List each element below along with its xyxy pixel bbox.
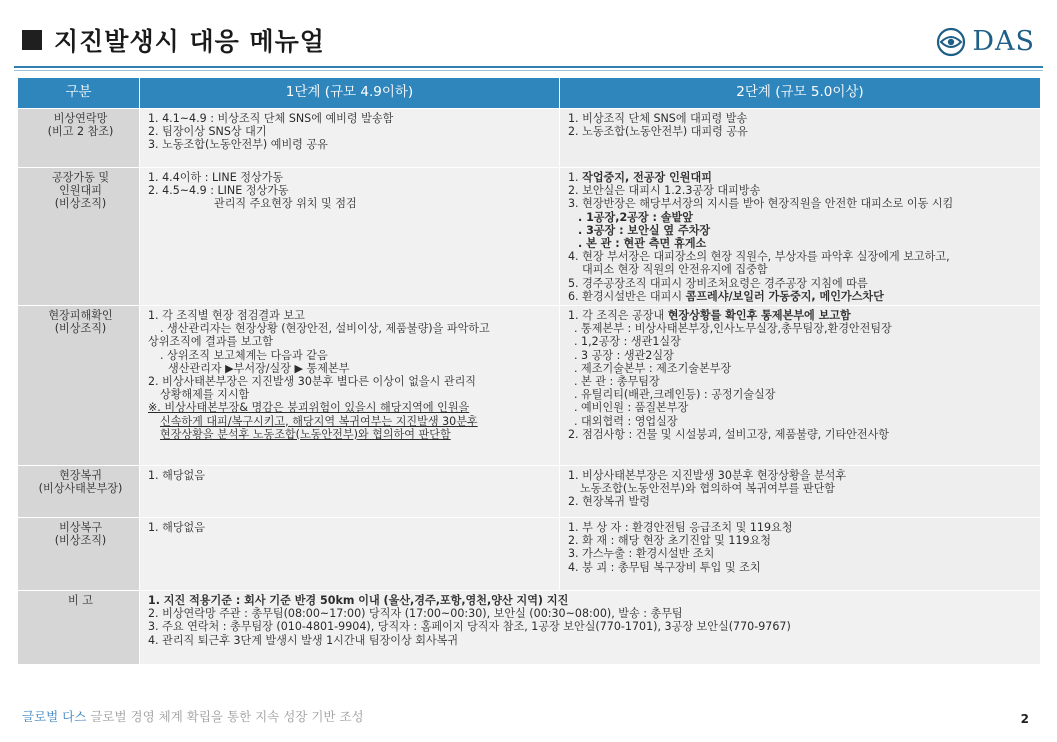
cell-line: . 1공장,2공장 : 솔밭앞 xyxy=(578,210,693,224)
cell-line: 생산관리자 ▶부서장/실장 ▶ 통제본부 xyxy=(168,361,350,375)
category-label: 비상복구 xyxy=(59,521,102,535)
cell-line: . 생산관리자는 현장상황 (현장안전, 설비이상, 제품불량)을 파악하고 xyxy=(160,322,490,336)
category-label: 비상연락망 xyxy=(53,112,108,125)
cell-text: 1. 각 조직은 공장내 xyxy=(568,309,668,323)
table-row xyxy=(18,109,1041,168)
cell-line: . 1,2공장 : 생관1실장 xyxy=(574,335,681,349)
footer-slogan xyxy=(22,707,364,725)
category-label: 현장복귀 xyxy=(59,469,102,483)
cell-line: 5. 경주공장조직 대피시 장비조처요령은 경주공장 지침에 따름 xyxy=(568,276,868,290)
header-category: 구분 xyxy=(18,78,140,109)
cell-line: 2. 비상연락망 주관 : 총무팀(08:00~17:00) 당직자 (17:00~00:30), 보안실 (00:30~08:00), 발송 : 총무팀 xyxy=(148,607,683,621)
stage1-cell xyxy=(140,518,560,591)
stage1-cell xyxy=(140,306,560,466)
cell-line: 2. 비상사태본부장은 지진발생 30분후 별다른 이상이 없을시 관리직 xyxy=(148,375,477,389)
row-category xyxy=(18,591,140,665)
cell-line: 2. 팀장이상 SNS상 대기 xyxy=(148,125,267,139)
remarks-cell xyxy=(140,591,1041,665)
cell-line: . 유틸리티(배관,크레인등) : 공정기술실장 xyxy=(574,388,776,402)
cell-line: . 3 공장 : 생관2실장 xyxy=(574,348,674,362)
page-title: 지진발생시 대응 메뉴얼 xyxy=(54,27,325,56)
cell-line: . 대외협력 : 영업실장 xyxy=(574,414,678,428)
cell-line: 1. 해당없음 xyxy=(148,521,205,535)
row-category xyxy=(18,168,140,306)
response-manual-table xyxy=(17,77,1041,665)
title-bullet-icon xyxy=(22,30,42,50)
cell-line: 현장상황을 분석후 노동조합(노동안전부)와 협의하여 판단함 xyxy=(160,427,451,441)
cell-line: . 본 관 : 현관 측면 휴게소 xyxy=(578,237,707,251)
row-category xyxy=(18,109,140,168)
category-label: (비고 2 참조) xyxy=(47,125,114,139)
cell-line: 1. 4.1~4.9 : 비상조직 단체 SNS에 예비령 발송함 xyxy=(148,112,394,125)
cell-line: ※. 비상사태본부장& 명감은 붕괴위험이 있을시 해당지역에 인원을 xyxy=(148,401,470,415)
cell-line xyxy=(568,290,1036,303)
row-category xyxy=(18,306,140,466)
row-category xyxy=(18,518,140,591)
title-bar xyxy=(22,22,325,58)
stage2-cell xyxy=(560,168,1041,306)
cell-line: 1. 해당없음 xyxy=(148,469,205,483)
header-stage2: 2단계 (규모 5.0이상) xyxy=(560,78,1041,109)
cell-line: 4. 관리직 퇴근후 3단계 발생시 발생 1시간내 팀장이상 회사복귀 xyxy=(148,633,459,647)
stage2-cell xyxy=(560,518,1041,591)
table-header-row xyxy=(18,78,1041,109)
title-divider-thin xyxy=(14,70,1043,71)
cell-line: 3. 현장반장은 해당부서장의 지시를 받아 현장직원을 안전한 대피소로 이동 시킴 xyxy=(568,197,954,211)
table-row xyxy=(18,466,1041,518)
cell-line: 2. 화 재 : 해당 현장 초기진압 및 119요청 xyxy=(568,534,772,548)
cell-line: 2. 점검사항 : 건물 및 시설붕괴, 설비고장, 제품불량, 기타안전사항 xyxy=(568,427,890,441)
table-row xyxy=(18,168,1041,306)
cell-line: 2. 4.5~4.9 : LINE 정상가동 xyxy=(148,184,289,198)
cell-text: 6. 환경시설반은 대피시 xyxy=(568,289,686,303)
cell-line: 관리직 주요현장 위치 및 점검 xyxy=(214,197,357,211)
cell-line: . 상위조직 보고체계는 다음과 같음 xyxy=(160,348,328,362)
cell-line: 상황해제를 지시함 xyxy=(160,388,250,402)
cell-line: 1. 부 상 자 : 환경안전팀 응급조치 및 119요청 xyxy=(568,521,793,535)
cell-line: 대피소 현장 직원의 안전유지에 집중함 xyxy=(582,263,768,277)
logo-text: DAS xyxy=(972,26,1035,57)
table-row xyxy=(18,518,1041,591)
cell-line: . 본 관 : 총무팀장 xyxy=(574,375,660,389)
category-label: (비상조직) xyxy=(54,322,107,336)
category-label: (비상조직) xyxy=(54,197,107,211)
category-label: 현장피해확인 xyxy=(48,309,113,323)
title-divider xyxy=(14,66,1043,68)
category-label: 비 고 xyxy=(68,594,93,608)
cell-line: 3. 주요 연락처 : 총무팀장 (010-4801-9904), 당직자 : 홈페이지 당직자 참조, 1공장 보안실(770-1701), 3공장 보안실(770-9767) xyxy=(148,620,791,634)
cell-line: 상위조직에 결과를 보고함 xyxy=(148,335,273,349)
cell-line: . 예비인원 : 품질본부장 xyxy=(574,401,689,415)
remarks-row xyxy=(18,591,1041,665)
cell-line: . 3공장 : 보안실 옆 주차장 xyxy=(578,223,711,237)
cell-line: . 제조기술본부 : 제조기술본부장 xyxy=(574,361,732,375)
category-label: (비상조직) xyxy=(54,534,107,548)
cell-line: 1. 4.4이하 : LINE 정상가동 xyxy=(148,171,284,184)
cell-text: 작업중지, 전공장 인원대피 xyxy=(582,171,712,184)
page-number: 2 xyxy=(1020,712,1029,726)
cell-line: 1. 지진 적용기준 : 회사 기준 반경 50km 이내 (울산,경주,포항,영천,양산 지역) 지진 xyxy=(148,594,569,608)
category-label: 공장가동 및 xyxy=(51,171,110,184)
cell-line: 2. 보안실은 대피시 1.2.3공장 대피방송 xyxy=(568,184,761,198)
row-category xyxy=(18,466,140,518)
cell-line: 4. 현장 부서장은 대피장소의 현장 직원수, 부상자를 파악후 실장에게 보고하고, xyxy=(568,250,950,264)
cell-line: 1. 각 조직별 현장 점검결과 보고 xyxy=(148,309,305,323)
stage2-cell xyxy=(560,306,1041,466)
das-logo-icon xyxy=(936,27,966,57)
cell-line xyxy=(568,171,1036,184)
stage1-cell xyxy=(140,168,560,306)
cell-line: 4. 붕 괴 : 총무팀 복구장비 투입 및 조치 xyxy=(568,560,761,574)
cell-line: 3. 가스누출 : 환경시설반 조치 xyxy=(568,547,715,561)
footer-slogan-text: 글로벌 경영 체계 확립을 통한 지속 성장 기반 조성 xyxy=(90,709,364,724)
table-row xyxy=(18,306,1041,466)
cell-text: 현장상황를 확인후 통제본부에 보고함 xyxy=(667,309,851,323)
stage1-cell xyxy=(140,466,560,518)
cell-line: . 통제본부 : 비상사태본부장,인사노무실장,총무팀장,환경안전팀장 xyxy=(574,322,892,336)
cell-line: 신속하게 대피/복구시키고, 해당지역 복귀여부는 지진발생 30분후 xyxy=(160,414,478,428)
stage1-cell xyxy=(140,109,560,168)
stage2-cell xyxy=(560,466,1041,518)
company-logo xyxy=(936,26,1035,57)
cell-line: 1. 비상사태본부장은 지진발생 30분후 현장상황을 분석후 xyxy=(568,469,847,483)
footer-brand: 글로벌 다스 xyxy=(22,709,87,724)
cell-text: 1. xyxy=(568,171,583,184)
cell-line: 3. 노동조합(노동안전부) 예비령 공유 xyxy=(148,138,328,152)
category-label: 인원대피 xyxy=(59,184,102,198)
header-stage1: 1단계 (규모 4.9이하) xyxy=(140,78,560,109)
category-label: (비상사태본부장) xyxy=(38,482,123,496)
cell-text: 콤프레샤/보일러 가동중지, 메인가스차단 xyxy=(685,289,884,303)
cell-line: 노동조합(노동안전부)와 협의하여 복귀여부를 판단함 xyxy=(580,482,836,496)
cell-line: 2. 현장복귀 발령 xyxy=(568,495,650,509)
stage2-cell xyxy=(560,109,1041,168)
cell-line xyxy=(568,309,1036,322)
cell-line: 2. 노동조합(노동안전부) 대피령 공유 xyxy=(568,125,748,139)
cell-line: 1. 비상조직 단체 SNS에 대피령 발송 xyxy=(568,112,748,125)
